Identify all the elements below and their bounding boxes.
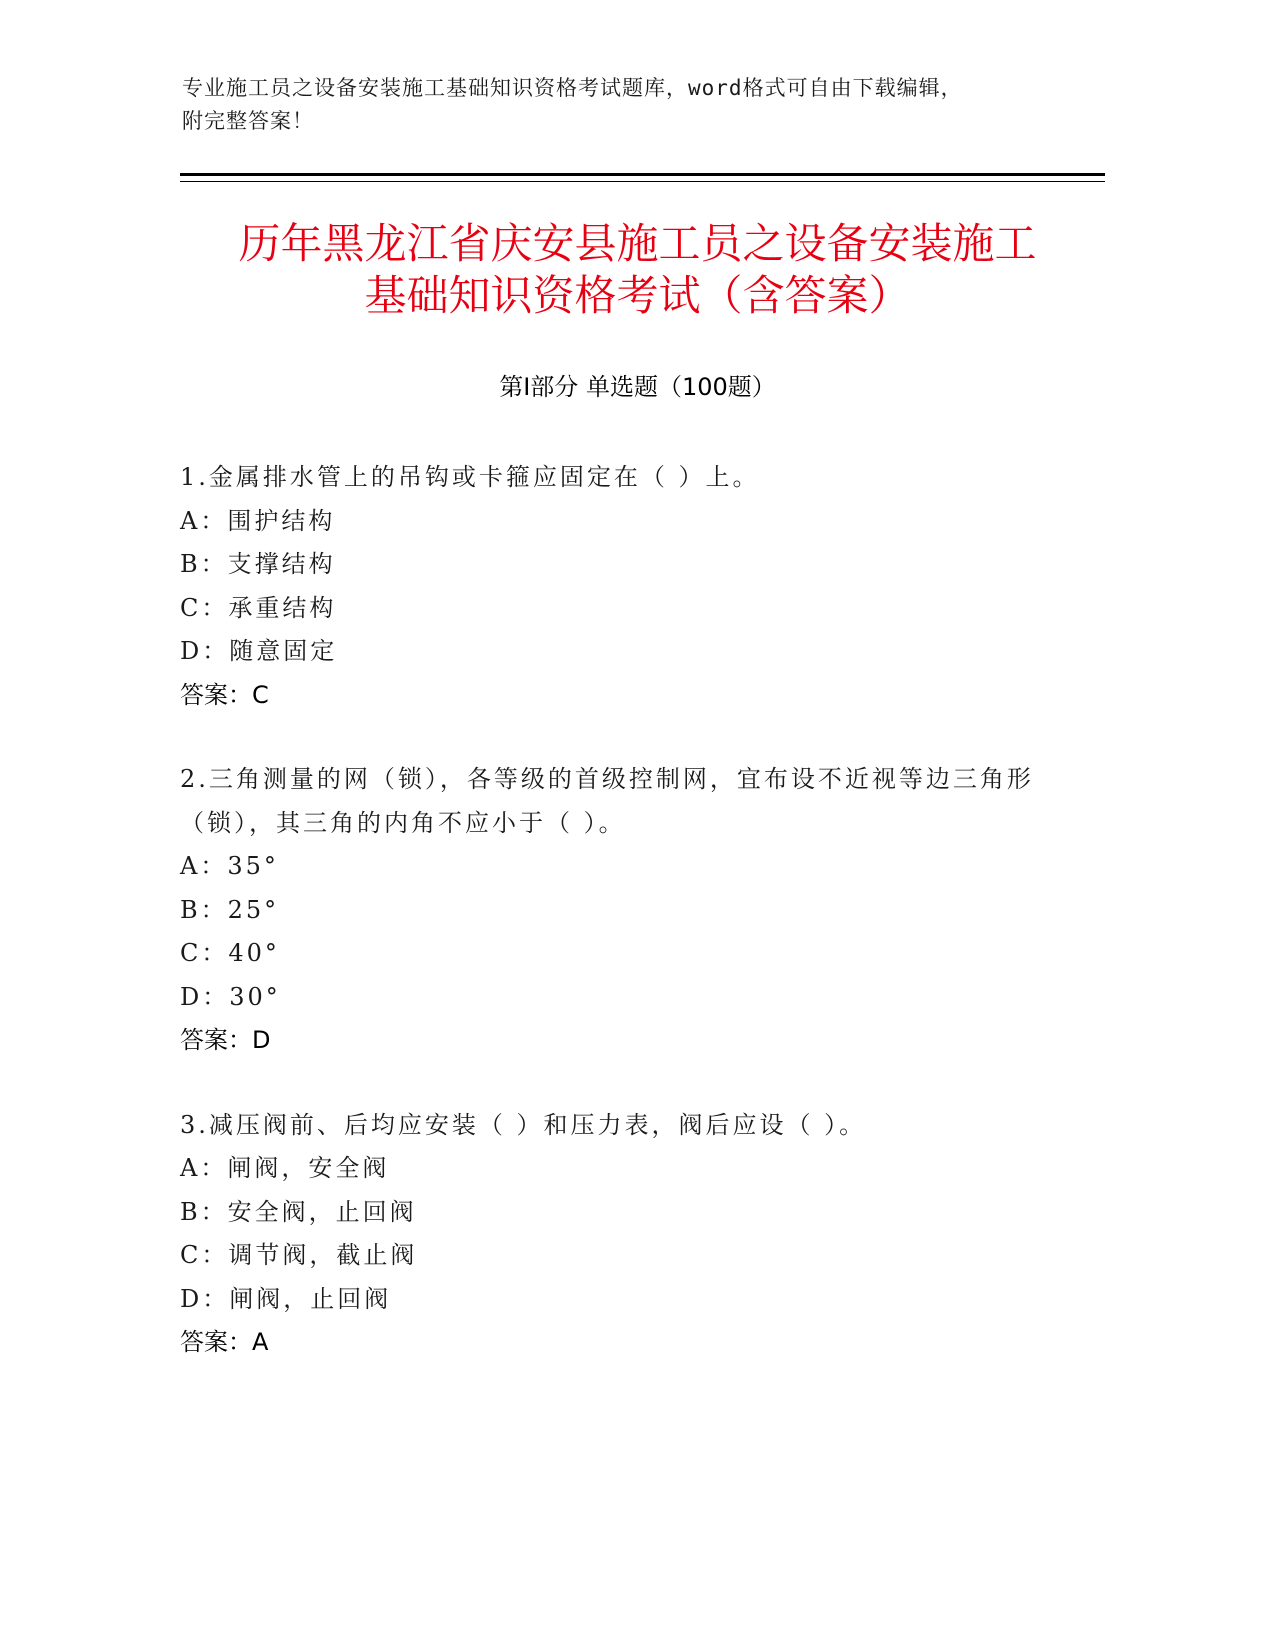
question-option-c: C：承重结构 <box>180 593 337 622</box>
question-2 <box>180 758 1080 1063</box>
question-option-a: A：围护结构 <box>180 506 336 535</box>
header-divider-thick <box>180 173 1105 176</box>
question-list <box>180 456 1080 1406</box>
header-note-line-2: 附完整答案！ <box>182 109 314 133</box>
document-title <box>150 218 1125 322</box>
question-option-b: B：安全阀，止回阀 <box>180 1197 417 1226</box>
question-stem: 1.金属排水管上的吊钩或卡箍应固定在（ ）上。 <box>180 463 760 491</box>
question-answer: 答案：D <box>180 1026 271 1054</box>
header-divider-thin <box>180 181 1105 182</box>
question-1 <box>180 456 1080 717</box>
question-option-b: B：25° <box>180 895 280 924</box>
question-option-c: C：40° <box>180 939 280 967</box>
header-note-line-1: 专业施工员之设备安装施工基础知识资格考试题库，word格式可自由下载编辑， <box>182 76 963 100</box>
section-title: 第Ⅰ部分 单选题（100题） <box>499 373 776 401</box>
question-answer: 答案：C <box>180 680 269 709</box>
question-stem: 3.减压阀前、后均应安装（ ）和压力表，阀后应设（ ）。 <box>180 1110 867 1139</box>
question-option-c: C：调节阀，截止阀 <box>180 1241 418 1269</box>
document-header-note <box>182 72 1062 138</box>
question-option-a: A：闸阀，安全阀 <box>180 1154 390 1182</box>
question-option-d: D：30° <box>180 982 281 1011</box>
question-stem: 2.三角测量的网（锁），各等级的首级控制网，宜布设不近视等边三角形（锁），其三角的内角不应小于（ ）。 <box>180 765 1034 837</box>
question-option-a: A：35° <box>180 852 279 880</box>
question-option-b: B：支撑结构 <box>180 550 336 578</box>
document-title-line-2: 基础知识资格考试（含答案） <box>364 271 911 320</box>
question-option-d: D：闸阀，止回阀 <box>180 1284 392 1313</box>
question-answer: 答案：A <box>180 1328 269 1356</box>
document-title-line-1: 历年黑龙江省庆安县施工员之设备安装施工 <box>238 219 1037 268</box>
question-3 <box>180 1104 1080 1365</box>
question-option-d: D：随意固定 <box>180 637 338 665</box>
